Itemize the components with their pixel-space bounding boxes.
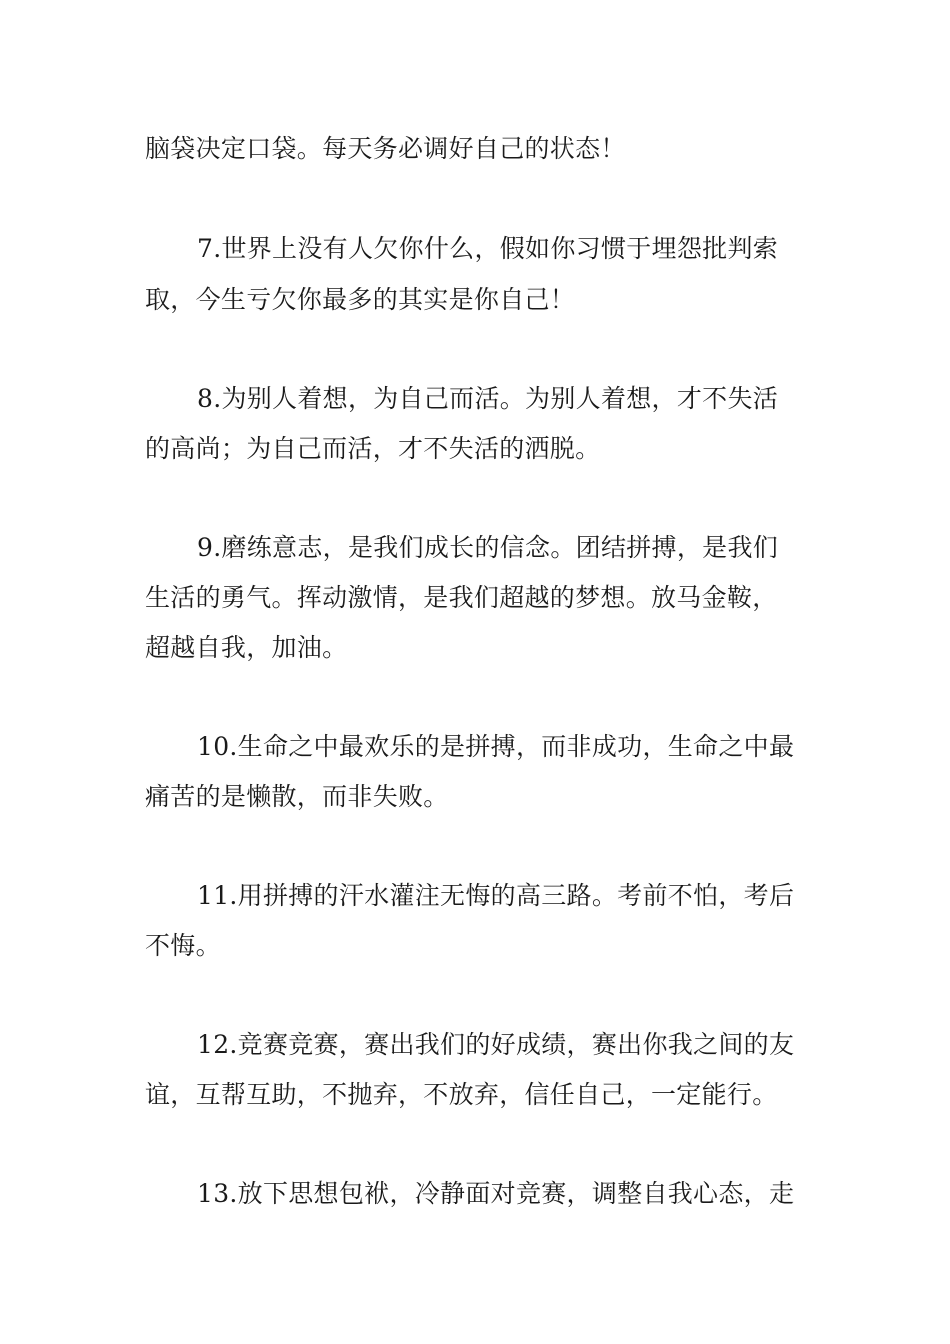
- text-line: 9.磨练意志，是我们成长的信念。团结拼搏，是我们: [197, 533, 779, 562]
- text-line: 痛苦的是懒散，而非失败。: [145, 782, 449, 811]
- text-line: 谊，互帮互助，不抛弃，不放弃，信任自己，一定能行。: [145, 1080, 778, 1109]
- text-line: 取，今生亏欠你最多的其实是你自己！: [145, 285, 576, 314]
- text-line: 超越自我，加油。: [145, 633, 348, 662]
- text-line: 12.竞赛竞赛，赛出我们的好成绩，赛出你我之间的友: [197, 1030, 795, 1059]
- text-line: 11.用拼搏的汗水灌注无悔的高三路。考前不怕，考后: [197, 881, 795, 910]
- text-line: 7.世界上没有人欠你什么，假如你习惯于埋怨批判索: [197, 234, 779, 263]
- text-line: 生活的勇气。挥动激情，是我们超越的梦想。放马金鞍，: [145, 583, 778, 612]
- text-line: 的高尚；为自己而活，才不失活的洒脱。: [145, 434, 601, 463]
- text-line: 10.生命之中最欢乐的是拼搏，而非成功，生命之中最: [197, 732, 795, 761]
- text-line: 脑袋决定口袋。每天务必调好自己的状态！: [145, 134, 626, 163]
- text-line: 8.为别人着想，为自己而活。为别人着想，才不失活: [197, 384, 779, 413]
- text-line: 13.放下思想包袱，冷静面对竞赛，调整自我心态，走: [197, 1179, 795, 1208]
- text-line: 不悔。: [145, 931, 221, 960]
